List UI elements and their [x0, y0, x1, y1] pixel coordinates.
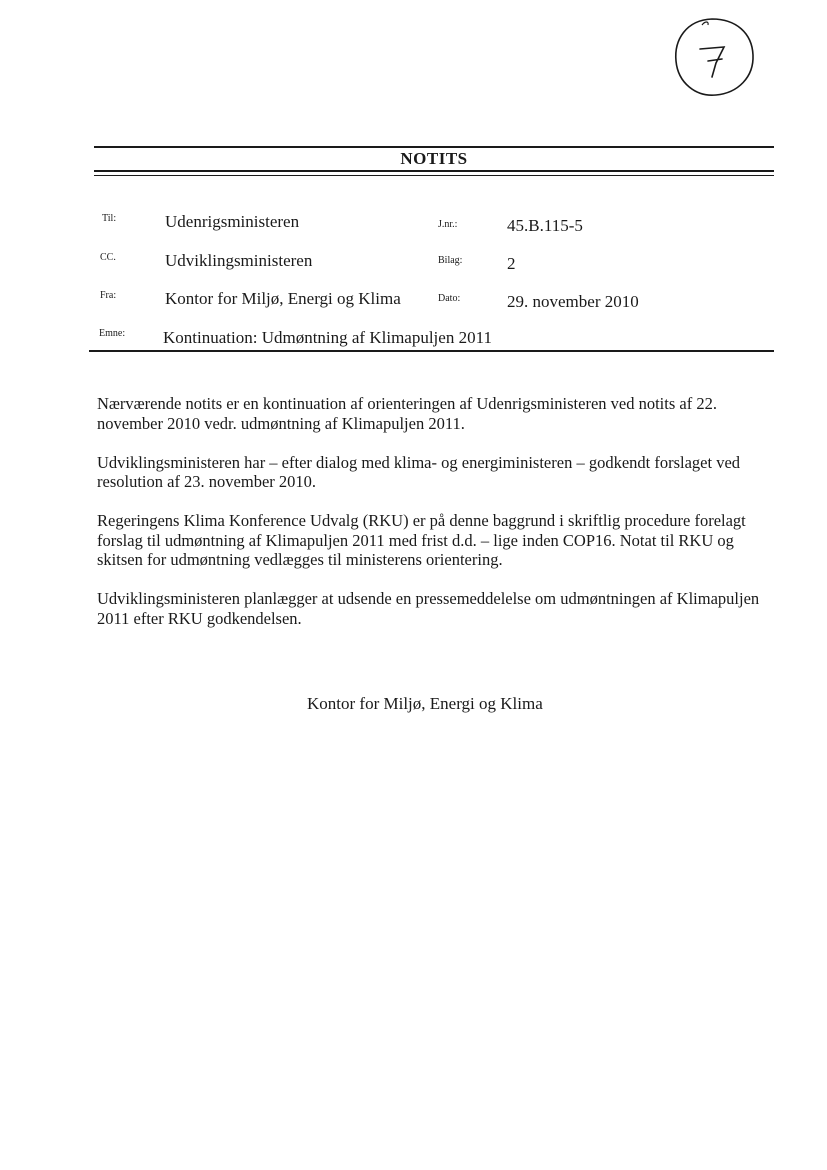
- document-title: NOTITS: [400, 149, 468, 168]
- meta-bottom-rule: [89, 350, 774, 352]
- emne-label: Emne:: [99, 328, 126, 339]
- notice-body: [97, 394, 777, 648]
- fra-label: Fra:: [100, 290, 117, 301]
- header-bottom-rule-2: [94, 175, 774, 176]
- til-value: Udenrigsministeren: [165, 212, 300, 231]
- dato-label: Dato:: [438, 293, 461, 304]
- bilag-value: 2: [507, 254, 516, 273]
- body-paragraph-3: Regeringens Klima Konference Udvalg (RKU) er på denne baggrund i skriftlig procedure forelagt forslag til udmøntning af Klimapuljen 2011 med frist d.d. – lige inden COP16. Notat til RKU og skitsen for udmøntning vedlægges til ministerens orientering.: [97, 511, 746, 569]
- fra-value: Kontor for Miljø, Energi og Klima: [165, 289, 401, 308]
- body-paragraph-4: Udviklingsministeren planlægger at udsende en pressemeddelelse om udmøntningen af Klimapuljen 2011 efter RKU godkendelsen.: [97, 589, 760, 628]
- dato-value: 29. november 2010: [507, 292, 639, 311]
- emne-value: Kontinuation: Udmøntning af Klimapuljen 2011: [163, 328, 492, 347]
- header-bottom-rule-1: [94, 170, 774, 172]
- jnr-value: 45.B.115-5: [507, 216, 583, 235]
- signature: Kontor for Miljø, Energi og Klima: [307, 694, 543, 713]
- til-label: Til:: [102, 213, 117, 224]
- cc-value: Udviklingsministeren: [165, 251, 313, 270]
- header-top-rule: [94, 146, 774, 148]
- page-number-stamp: [672, 15, 756, 99]
- bilag-label: Bilag:: [438, 255, 463, 266]
- body-paragraph-1: Nærværende notits er en kontinuation af orienteringen af Udenrigsministeren ved notits af 22. november 2010 vedr. udmøntning af Klimapuljen 2011.: [97, 394, 717, 433]
- body-paragraph-2: Udviklingsministeren har – efter dialog med klima- og energiministeren – godkendt forslaget ved resolution af 23. november 2010.: [97, 452, 741, 491]
- cc-label: CC.: [100, 252, 116, 263]
- jnr-label: J.nr.:: [438, 219, 458, 230]
